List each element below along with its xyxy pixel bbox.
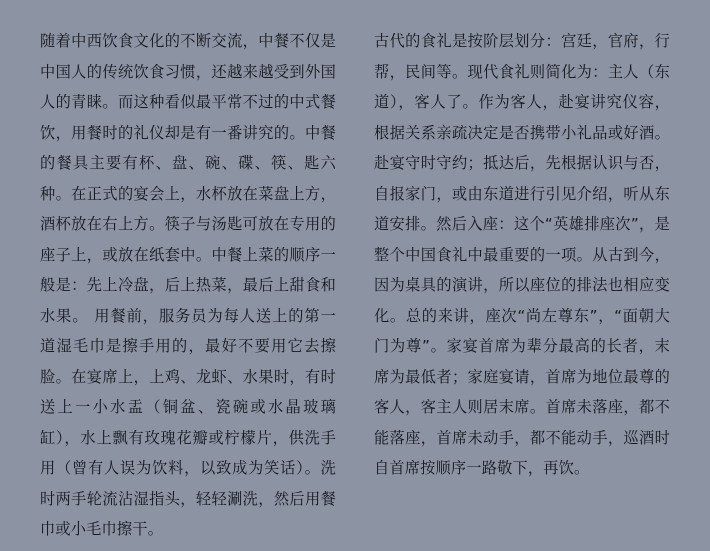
left-column-paragraph: 随着中西饮食文化的不断交流，中餐不仅是中国人的传统饮食习惯，还越来越受到外国人的青睐。而这种看似最平常不过的中式餐饮，用餐时的礼仪却是有一番讲究的。中餐的餐具主要有杯、盘、碗、碟、筷、匙六种。在正式的宴会上，水杯放在菜盘上方，酒杯放在右上方。筷子与汤匙可放在专用的座子上，或放在纸套中。中餐上菜的顺序一般是：先上冷盘，后上热菜，最后上甜食和水果。 用餐前，服务员为每人送上的第一道湿毛巾是擦手用的，最好不要用它去擦脸。在宴席上，上鸡、龙虾、水果时，有时送上一小水盂（铜盆、瓷碗或水晶玻璃缸），水上飘有玫瑰花瓣或柠檬片，供洗手用（曾有人误为饮料，以致成为笑话）。洗时两手轮流沾湿指头，轻轻涮洗，然后用餐巾或小毛巾擦干。 [40, 32, 336, 538]
right-column-paragraph: 古代的食礼是按阶层划分：宫廷，官府，行帮，民间等。现代食礼则简化为：主人（东道），客人了。作为客人，赴宴讲究仪容，根据关系亲疏决定是否携带小礼品或好酒。赴宴守时守约；抵达后，先根据认识与否，自报家门，或由东道进行引见介绍，听从东道安排。然后入座：这个“英雄排座次”，是整个中国食礼中最重要的一项。从古到今，因为桌具的演讲，所以座位的排法也相应变化。总的来讲，座次“尚左尊东”，“面朝大门为尊”。家宴首席为辈分最高的长者，末席为最低者；家庭宴请，首席为地位最尊的客人，客主人则居末席。首席未落座，都不能落座，首席未动手，都不能动手，巡酒时自首席按顺序一路敬下，再饮。 [374, 32, 670, 477]
right-column [374, 26, 670, 484]
left-column [40, 26, 336, 545]
